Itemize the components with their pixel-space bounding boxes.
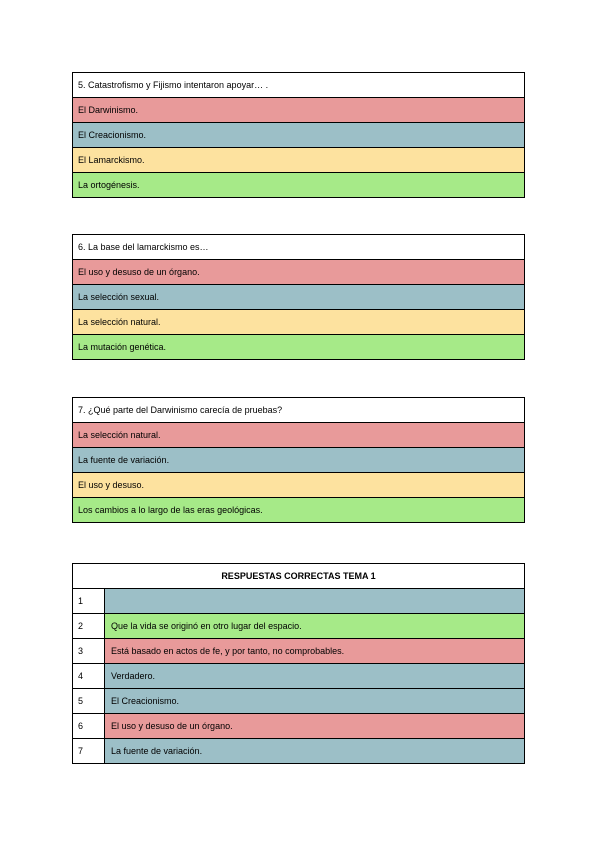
answer-text: Verdadero. bbox=[105, 664, 524, 688]
answer-row-4 bbox=[73, 664, 524, 689]
answers-table bbox=[72, 563, 525, 764]
answer-row-2 bbox=[73, 614, 524, 639]
answer-row-5 bbox=[73, 689, 524, 714]
answer-text bbox=[105, 589, 524, 613]
question-5-block bbox=[72, 72, 525, 198]
question-7-block bbox=[72, 397, 525, 523]
answer-number: 6 bbox=[73, 714, 105, 738]
question-5-prompt: 5. Catastrofismo y Fijismo intentaron apoyar… . bbox=[73, 73, 524, 98]
question-5-option-d[interactable]: La ortogénesis. bbox=[73, 173, 524, 198]
answer-number: 2 bbox=[73, 614, 105, 638]
question-7-option-b[interactable]: La fuente de variación. bbox=[73, 448, 524, 473]
answer-row-6 bbox=[73, 714, 524, 739]
answer-text: El uso y desuso de un órgano. bbox=[105, 714, 524, 738]
answer-row-7 bbox=[73, 739, 524, 764]
question-7-option-c[interactable]: El uso y desuso. bbox=[73, 473, 524, 498]
answer-number: 4 bbox=[73, 664, 105, 688]
answer-text: La fuente de variación. bbox=[105, 739, 524, 763]
question-6-option-a[interactable]: El uso y desuso de un órgano. bbox=[73, 260, 524, 285]
answer-row-1 bbox=[73, 589, 524, 614]
answer-text: Que la vida se originó en otro lugar del espacio. bbox=[105, 614, 524, 638]
question-6-option-b[interactable]: La selección sexual. bbox=[73, 285, 524, 310]
answer-number: 5 bbox=[73, 689, 105, 713]
question-5-option-c[interactable]: El Lamarckismo. bbox=[73, 148, 524, 173]
answer-text: El Creacionismo. bbox=[105, 689, 524, 713]
answer-number: 3 bbox=[73, 639, 105, 663]
answer-number: 7 bbox=[73, 739, 105, 763]
question-5-option-b[interactable]: El Creacionismo. bbox=[73, 123, 524, 148]
question-5-option-a[interactable]: El Darwinismo. bbox=[73, 98, 524, 123]
question-7-option-a[interactable]: La selección natural. bbox=[73, 423, 524, 448]
question-7-prompt: 7. ¿Qué parte del Darwinismo carecía de pruebas? bbox=[73, 398, 524, 423]
question-6-prompt: 6. La base del lamarckismo es… bbox=[73, 235, 524, 260]
answers-title: RESPUESTAS CORRECTAS TEMA 1 bbox=[73, 564, 524, 589]
answer-row-3 bbox=[73, 639, 524, 664]
answer-number: 1 bbox=[73, 589, 105, 613]
question-7-option-d[interactable]: Los cambios a lo largo de las eras geológicas. bbox=[73, 498, 524, 523]
question-6-block bbox=[72, 234, 525, 360]
question-6-option-d[interactable]: La mutación genética. bbox=[73, 335, 524, 360]
question-6-option-c[interactable]: La selección natural. bbox=[73, 310, 524, 335]
answer-text: Está basado en actos de fe, y por tanto, no comprobables. bbox=[105, 639, 524, 663]
